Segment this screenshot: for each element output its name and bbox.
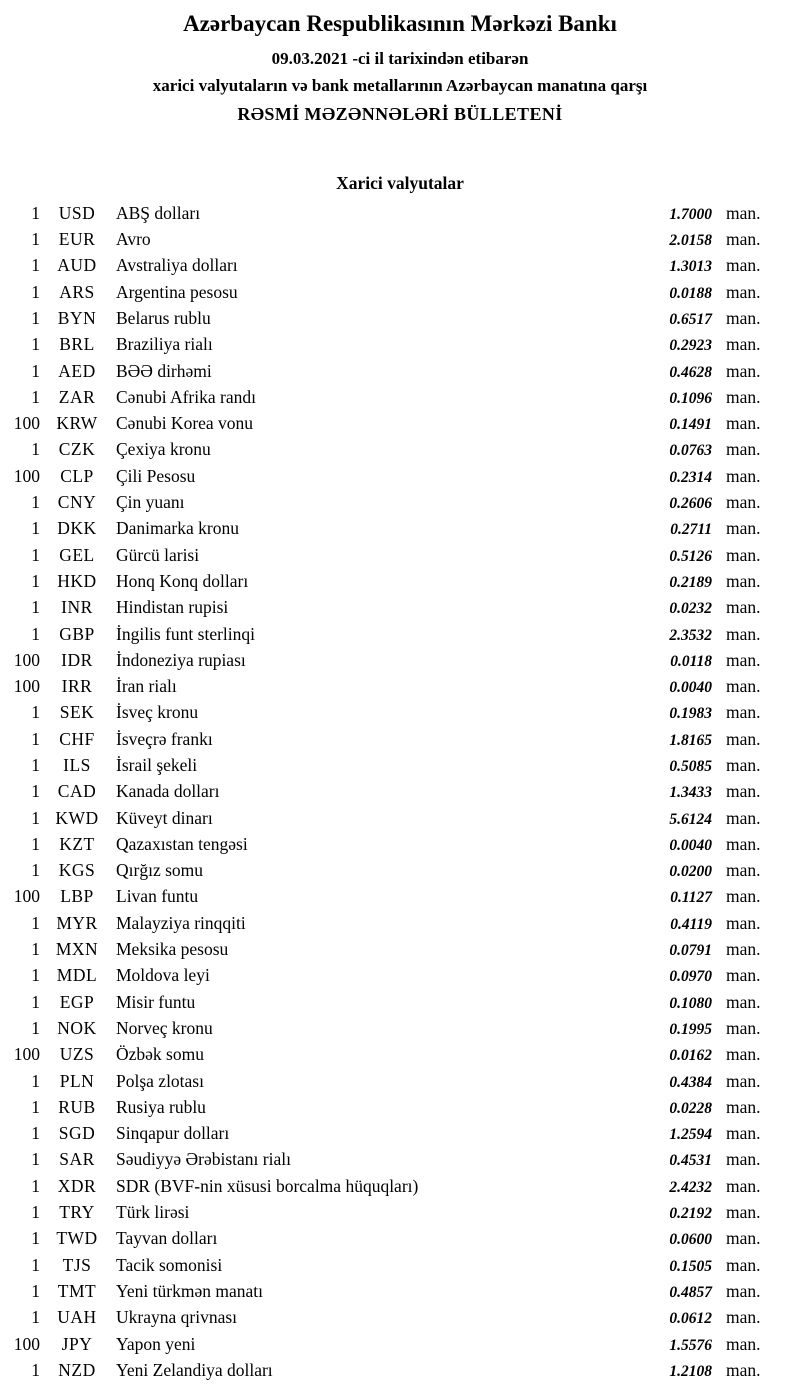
row-rate-value: 0.1995 — [669, 1020, 712, 1038]
row-currency-name: Sinqapur dolları — [116, 1123, 230, 1144]
row-unit-label: man. — [726, 518, 761, 539]
row-currency-name: İndoneziya rupiası — [116, 649, 246, 670]
row-unit-label: man. — [726, 439, 761, 460]
row-currency-name: İngilis funt sterlinqi — [116, 623, 256, 644]
row-rate-value: 0.0232 — [669, 600, 712, 618]
row-quantity: 100 — [13, 465, 40, 486]
row-currency-name: Polşa zlotası — [116, 1070, 204, 1091]
rate-row — [0, 1360, 772, 1386]
row-rate-value: 0.0162 — [669, 1047, 712, 1065]
row-quantity: 1 — [31, 1017, 40, 1038]
row-rate-value: 0.4531 — [669, 1152, 712, 1170]
row-rate-value: 0.0040 — [669, 679, 712, 697]
row-unit-label: man. — [726, 597, 761, 618]
row-currency-name: Küveyt dinarı — [116, 807, 213, 828]
row-quantity: 1 — [31, 202, 40, 223]
row-currency-name: Çin yuanı — [116, 492, 185, 513]
row-currency-name: Qırğız somu — [116, 860, 204, 881]
row-unit-label: man. — [726, 202, 761, 223]
row-rate-value: 0.0612 — [669, 1310, 712, 1328]
row-rate-value: 0.0791 — [669, 942, 712, 960]
rate-row — [0, 939, 772, 965]
row-quantity: 1 — [31, 1254, 40, 1275]
rate-row — [0, 834, 772, 860]
row-rate-value: 2.3532 — [669, 626, 712, 644]
row-rate-value: 1.3433 — [669, 784, 712, 802]
row-currency-name: Çexiya kronu — [116, 439, 211, 460]
row-currency-name: Yapon yeni — [116, 1333, 196, 1354]
row-quantity: 1 — [31, 439, 40, 460]
row-rate-value: 0.5126 — [669, 547, 712, 565]
rate-row — [0, 597, 772, 623]
row-quantity: 1 — [31, 544, 40, 565]
row-quantity: 1 — [31, 728, 40, 749]
rate-row — [0, 1176, 772, 1202]
rate-row — [0, 545, 772, 571]
row-quantity: 1 — [31, 255, 40, 276]
row-unit-label: man. — [726, 1280, 761, 1301]
rates-table — [0, 203, 800, 1386]
rate-row — [0, 282, 772, 308]
row-currency-name: Meksika pesosu — [116, 939, 229, 960]
row-currency-code: UAH — [57, 1307, 97, 1328]
row-currency-name: İsveç kronu — [116, 702, 199, 723]
row-currency-name: İran rialı — [116, 676, 177, 697]
rate-row — [0, 439, 772, 465]
rate-row — [0, 781, 772, 807]
row-quantity: 1 — [31, 518, 40, 539]
row-quantity: 1 — [31, 1202, 40, 1223]
row-rate-value: 1.8165 — [669, 731, 712, 749]
row-currency-name: Avstraliya dolları — [116, 255, 238, 276]
row-quantity: 1 — [31, 492, 40, 513]
rate-row — [0, 334, 772, 360]
row-rate-value: 0.2711 — [670, 521, 712, 539]
row-currency-name: Türk lirəsi — [116, 1202, 190, 1223]
row-rate-value: 0.0600 — [669, 1231, 712, 1249]
rate-row — [0, 1228, 772, 1254]
row-currency-code: NZD — [58, 1359, 96, 1380]
row-currency-name: Hindistan rupisi — [116, 597, 229, 618]
row-rate-value: 0.0228 — [669, 1099, 712, 1117]
row-currency-name: Cənubi Afrika randı — [116, 386, 256, 407]
rate-row — [0, 1255, 772, 1281]
row-unit-label: man. — [726, 229, 761, 250]
row-quantity: 1 — [31, 570, 40, 591]
row-quantity: 1 — [31, 939, 40, 960]
rate-row — [0, 1281, 772, 1307]
row-quantity: 1 — [31, 912, 40, 933]
rate-row — [0, 1071, 772, 1097]
rate-row — [0, 1334, 772, 1360]
row-currency-code: EUR — [58, 229, 96, 250]
rate-row — [0, 1044, 772, 1070]
row-quantity: 1 — [31, 623, 40, 644]
row-rate-value: 0.1983 — [669, 705, 712, 723]
bank-title: Azərbaycan Respublikasının Mərkəzi Bankı — [183, 11, 617, 36]
row-rate-value: 0.2923 — [669, 337, 712, 355]
row-quantity: 1 — [31, 781, 40, 802]
row-unit-label: man. — [726, 1096, 761, 1117]
rate-row — [0, 387, 772, 413]
row-unit-label: man. — [726, 1123, 761, 1144]
row-unit-label: man. — [726, 1228, 761, 1249]
row-unit-label: man. — [726, 833, 761, 854]
row-rate-value: 1.7000 — [669, 205, 712, 223]
row-unit-label: man. — [726, 1044, 761, 1065]
row-currency-name: Moldova leyi — [116, 965, 210, 986]
row-unit-label: man. — [726, 1254, 761, 1275]
row-quantity: 1 — [31, 281, 40, 302]
row-rate-value: 0.0970 — [669, 968, 712, 986]
row-currency-code: CNY — [57, 492, 97, 513]
row-currency-code: GBP — [59, 623, 95, 644]
row-rate-value: 0.1080 — [669, 994, 712, 1012]
row-rate-value: 0.1096 — [669, 389, 712, 407]
rate-row — [0, 702, 772, 728]
row-currency-code: CLP — [60, 465, 94, 486]
row-quantity: 1 — [31, 754, 40, 775]
row-currency-code: TRY — [59, 1202, 95, 1223]
row-currency-name: SDR (BVF-nin xüsusi borcalma hüquqları) — [116, 1175, 419, 1196]
rate-row — [0, 361, 772, 387]
row-quantity: 1 — [31, 991, 40, 1012]
row-quantity: 1 — [31, 1228, 40, 1249]
row-quantity: 100 — [13, 676, 40, 697]
row-unit-label: man. — [726, 1359, 761, 1380]
row-quantity: 1 — [31, 307, 40, 328]
row-unit-label: man. — [726, 676, 761, 697]
row-currency-name: Avro — [116, 229, 151, 250]
row-currency-name: Yeni Zelandiya dolları — [116, 1359, 273, 1380]
row-quantity: 100 — [13, 649, 40, 670]
row-quantity: 1 — [31, 1070, 40, 1091]
row-currency-code: BRL — [59, 334, 95, 355]
row-quantity: 1 — [31, 1096, 40, 1117]
row-rate-value: 0.0763 — [669, 442, 712, 460]
row-currency-code: ARS — [59, 281, 95, 302]
row-unit-label: man. — [726, 386, 761, 407]
rate-row — [0, 1097, 772, 1123]
rate-row — [0, 413, 772, 439]
row-unit-label: man. — [726, 465, 761, 486]
row-currency-code: MDL — [56, 965, 98, 986]
rate-row — [0, 1307, 772, 1333]
row-currency-code: TJS — [62, 1254, 92, 1275]
row-quantity: 1 — [31, 334, 40, 355]
row-rate-value: 0.0040 — [669, 836, 712, 854]
row-currency-code: RUB — [58, 1096, 96, 1117]
row-currency-name: Norveç kronu — [116, 1017, 213, 1038]
row-rate-value: 0.0188 — [669, 284, 712, 302]
row-currency-code: MXN — [55, 939, 99, 960]
bulletin-title: RƏSMİ MƏZƏNNƏLƏRİ BÜLLETENİ — [237, 104, 563, 125]
row-currency-name: Cənubi Korea vonu — [116, 413, 254, 434]
row-quantity: 1 — [31, 229, 40, 250]
row-unit-label: man. — [726, 702, 761, 723]
row-currency-code: TMT — [57, 1280, 97, 1301]
rate-row — [0, 1149, 772, 1175]
row-quantity: 1 — [31, 1307, 40, 1328]
row-currency-code: IDR — [61, 649, 93, 670]
row-rate-value: 0.4628 — [669, 363, 712, 381]
row-currency-code: SAR — [59, 1149, 95, 1170]
row-rate-value: 0.0118 — [670, 652, 712, 670]
row-currency-code: PLN — [59, 1070, 95, 1091]
row-quantity: 100 — [13, 1333, 40, 1354]
row-rate-value: 2.4232 — [669, 1178, 712, 1196]
row-currency-name: Argentina pesosu — [116, 281, 238, 302]
row-currency-code: SGD — [58, 1123, 96, 1144]
rate-row — [0, 492, 772, 518]
row-currency-name: Tayvan dolları — [116, 1228, 218, 1249]
row-currency-name: Honq Konq dolları — [116, 570, 249, 591]
row-rate-value: 1.2108 — [669, 1362, 712, 1380]
row-currency-code: ZAR — [58, 386, 96, 407]
row-rate-value: 0.5085 — [669, 757, 712, 775]
row-rate-value: 1.2594 — [669, 1126, 712, 1144]
row-unit-label: man. — [726, 544, 761, 565]
row-rate-value: 0.2192 — [669, 1205, 712, 1223]
row-unit-label: man. — [726, 360, 761, 381]
row-unit-label: man. — [726, 413, 761, 434]
row-currency-name: Danimarka kronu — [116, 518, 239, 539]
row-quantity: 1 — [31, 1123, 40, 1144]
row-quantity: 100 — [13, 413, 40, 434]
row-quantity: 1 — [31, 1359, 40, 1380]
row-currency-name: Livan funtu — [116, 886, 199, 907]
row-currency-code: KZT — [59, 833, 95, 854]
section-title-foreign-currencies: Xarici valyutalar — [336, 172, 464, 193]
row-unit-label: man. — [726, 781, 761, 802]
row-currency-name: ABŞ dolları — [116, 202, 201, 223]
row-quantity: 1 — [31, 386, 40, 407]
row-currency-code: USD — [58, 202, 96, 223]
row-quantity: 1 — [31, 965, 40, 986]
row-unit-label: man. — [726, 570, 761, 591]
rate-row — [0, 229, 772, 255]
row-currency-code: EGP — [59, 991, 95, 1012]
rate-row — [0, 466, 772, 492]
effective-date-line: 09.03.2021 -ci il tarixindən etibarən — [271, 48, 529, 68]
rate-row — [0, 913, 772, 939]
rate-row — [0, 755, 772, 781]
row-rate-value: 0.2189 — [669, 573, 712, 591]
rate-row — [0, 255, 772, 281]
row-currency-name: Belarus rublu — [116, 307, 211, 328]
row-unit-label: man. — [726, 939, 761, 960]
row-rate-value: 0.2314 — [669, 468, 712, 486]
rate-row — [0, 203, 772, 229]
row-rate-value: 0.1505 — [669, 1257, 712, 1275]
row-currency-name: Gürcü larisi — [116, 544, 200, 565]
rate-row — [0, 1018, 772, 1044]
rate-row — [0, 992, 772, 1018]
row-currency-name: Misir funtu — [116, 991, 196, 1012]
row-rate-value: 0.6517 — [669, 310, 712, 328]
row-unit-label: man. — [726, 991, 761, 1012]
row-currency-code: AED — [58, 360, 96, 381]
row-unit-label: man. — [726, 334, 761, 355]
row-currency-code: CHF — [59, 728, 95, 749]
row-currency-name: Tacik somonisi — [116, 1254, 223, 1275]
rate-row — [0, 624, 772, 650]
row-rate-value: 1.3013 — [669, 258, 712, 276]
row-currency-code: LBP — [60, 886, 94, 907]
rate-row — [0, 1123, 772, 1149]
row-quantity: 1 — [31, 833, 40, 854]
rate-row — [0, 965, 772, 991]
row-quantity: 1 — [31, 702, 40, 723]
row-rate-value: 5.6124 — [669, 810, 712, 828]
row-currency-code: DKK — [57, 518, 97, 539]
row-rate-value: 0.4857 — [669, 1283, 712, 1301]
row-currency-code: XDR — [57, 1175, 97, 1196]
row-currency-code: IRR — [61, 676, 93, 697]
row-currency-code: CAD — [57, 781, 97, 802]
row-unit-label: man. — [726, 1149, 761, 1170]
row-currency-name: Kanada dolları — [116, 781, 220, 802]
row-currency-code: NOK — [57, 1017, 97, 1038]
row-quantity: 1 — [31, 1149, 40, 1170]
row-currency-code: GEL — [59, 544, 95, 565]
row-currency-code: AUD — [57, 255, 97, 276]
row-currency-code: ILS — [63, 754, 91, 775]
row-currency-name: Qazaxıstan tengəsi — [116, 833, 248, 854]
row-currency-code: KRW — [56, 413, 98, 434]
row-unit-label: man. — [726, 1307, 761, 1328]
row-rate-value: 0.0200 — [669, 863, 712, 881]
row-unit-label: man. — [726, 1333, 761, 1354]
row-currency-code: UZS — [59, 1044, 95, 1065]
row-unit-label: man. — [726, 860, 761, 881]
row-unit-label: man. — [726, 623, 761, 644]
row-currency-name: İsveçrə frankı — [116, 728, 213, 749]
row-unit-label: man. — [726, 912, 761, 933]
row-rate-value: 1.5576 — [669, 1336, 712, 1354]
row-currency-name: Braziliya rialı — [116, 334, 213, 355]
row-currency-code: BYN — [57, 307, 97, 328]
rate-row — [0, 650, 772, 676]
row-currency-name: Yeni türkmən manatı — [116, 1280, 263, 1301]
row-unit-label: man. — [726, 965, 761, 986]
row-currency-name: Ukrayna qrivnası — [116, 1307, 238, 1328]
row-rate-value: 2.0158 — [669, 232, 712, 250]
row-unit-label: man. — [726, 807, 761, 828]
row-unit-label: man. — [726, 307, 761, 328]
row-currency-name: Özbək somu — [116, 1044, 204, 1065]
row-currency-name: İsrail şekeli — [116, 754, 198, 775]
row-rate-value: 0.1127 — [670, 889, 712, 907]
row-currency-name: Rusiya rublu — [116, 1096, 206, 1117]
rate-row — [0, 729, 772, 755]
row-currency-code: INR — [61, 597, 93, 618]
row-currency-code: MYR — [56, 912, 98, 933]
row-rate-value: 0.4119 — [670, 915, 712, 933]
row-unit-label: man. — [726, 649, 761, 670]
row-unit-label: man. — [726, 1202, 761, 1223]
row-currency-code: CZK — [58, 439, 96, 460]
row-quantity: 1 — [31, 860, 40, 881]
row-rate-value: 0.1491 — [669, 416, 712, 434]
rate-row — [0, 1202, 772, 1228]
rate-row — [0, 676, 772, 702]
rate-row — [0, 886, 772, 912]
row-unit-label: man. — [726, 754, 761, 775]
row-unit-label: man. — [726, 1070, 761, 1091]
row-rate-value: 0.2606 — [669, 495, 712, 513]
row-quantity: 1 — [31, 360, 40, 381]
row-unit-label: man. — [726, 492, 761, 513]
row-quantity: 100 — [13, 1044, 40, 1065]
row-currency-code: TWD — [56, 1228, 98, 1249]
rate-row — [0, 518, 772, 544]
row-quantity: 1 — [31, 1175, 40, 1196]
row-currency-name: Səudiyyə Ərəbistanı rialı — [116, 1149, 291, 1170]
row-unit-label: man. — [726, 281, 761, 302]
row-unit-label: man. — [726, 1175, 761, 1196]
row-quantity: 100 — [13, 886, 40, 907]
rate-row — [0, 808, 772, 834]
row-currency-name: Çili Pesosu — [116, 465, 196, 486]
scope-line: xarici valyutaların və bank metallarının Azərbaycan manatına qarşı — [152, 76, 648, 95]
row-currency-code: KWD — [55, 807, 99, 828]
row-quantity: 1 — [31, 597, 40, 618]
row-currency-code: SEK — [59, 702, 95, 723]
rate-row — [0, 860, 772, 886]
rate-row — [0, 571, 772, 597]
row-unit-label: man. — [726, 255, 761, 276]
row-currency-code: HKD — [57, 570, 97, 591]
row-currency-code: KGS — [58, 860, 96, 881]
row-unit-label: man. — [726, 1017, 761, 1038]
row-currency-name: BƏƏ dirhəmi — [116, 360, 212, 381]
row-quantity: 1 — [31, 1280, 40, 1301]
rate-row — [0, 308, 772, 334]
row-unit-label: man. — [726, 728, 761, 749]
row-unit-label: man. — [726, 886, 761, 907]
row-currency-code: JPY — [61, 1333, 93, 1354]
row-currency-name: Malayziya rinqqiti — [116, 912, 246, 933]
row-quantity: 1 — [31, 807, 40, 828]
row-rate-value: 0.4384 — [669, 1073, 712, 1091]
